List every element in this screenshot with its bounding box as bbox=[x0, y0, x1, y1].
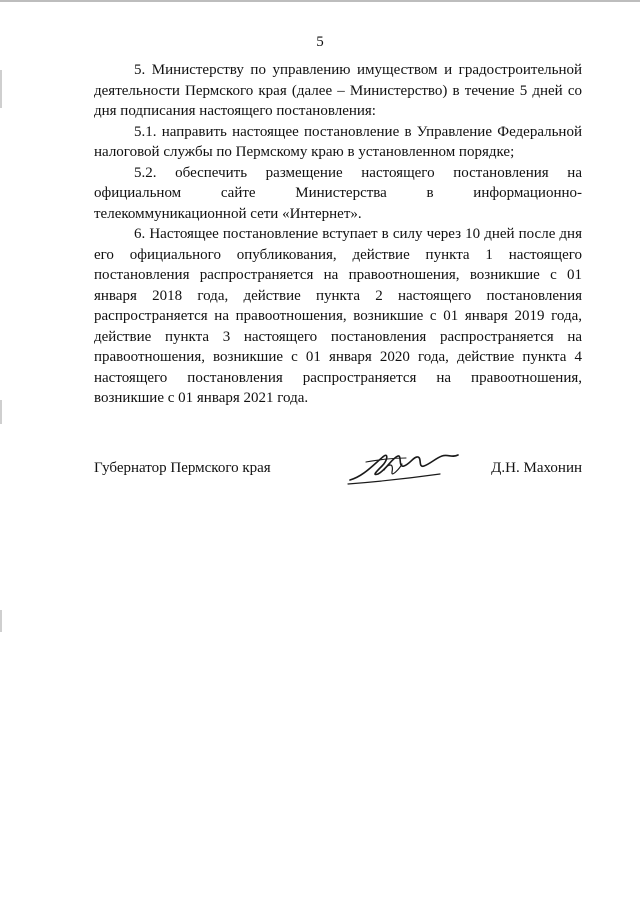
signature-block bbox=[94, 458, 582, 498]
signer-title: Губернатор Пермского края bbox=[94, 460, 271, 476]
scan-edge-mark bbox=[0, 70, 2, 108]
paragraph-6: 6. Настоящее постановление вступает в силу через 10 дней после дня его официального опубликования, действие пункта 1 настоящего постановления распространяется на правоотношения, возникшие с 01 января 2018 года, действие пункта 2 настоящего постановления распространяется на правоотношения, возникшие с 01 января 2019 года, действие пункта 3 настоящего постановления распространяется на правоотношения, возникшие с 01 января 2020 года, действие пункта 4 настоящего постановления распространяется на правоотношения, возникшие с 01 января 2021 года. bbox=[94, 226, 582, 406]
scan-edge-mark bbox=[0, 610, 2, 632]
paragraph-5-1: 5.1. направить настоящее постановление в Управление Федеральной налоговой службы по Пермскому краю в установленном порядке; bbox=[94, 123, 582, 160]
signer-name: Д.Н. Махонин bbox=[491, 460, 582, 476]
page-number: 5 bbox=[316, 34, 324, 50]
body-text bbox=[94, 60, 582, 409]
scan-top-edge bbox=[0, 0, 640, 2]
paragraph-5: 5. Министерству по управлению имуществом и градостроительной деятельности Пермского края (далее – Министерство) в течение 5 дней со дня подписания настоящего постановления: bbox=[94, 62, 582, 119]
scan-edge-mark bbox=[0, 400, 2, 424]
handwritten-signature bbox=[344, 446, 464, 490]
paragraph-5-2: 5.2. обеспечить размещение настоящего постановления на официальном сайте Министерства в информационно-телекоммуникационной сети «Интернет». bbox=[94, 164, 582, 222]
